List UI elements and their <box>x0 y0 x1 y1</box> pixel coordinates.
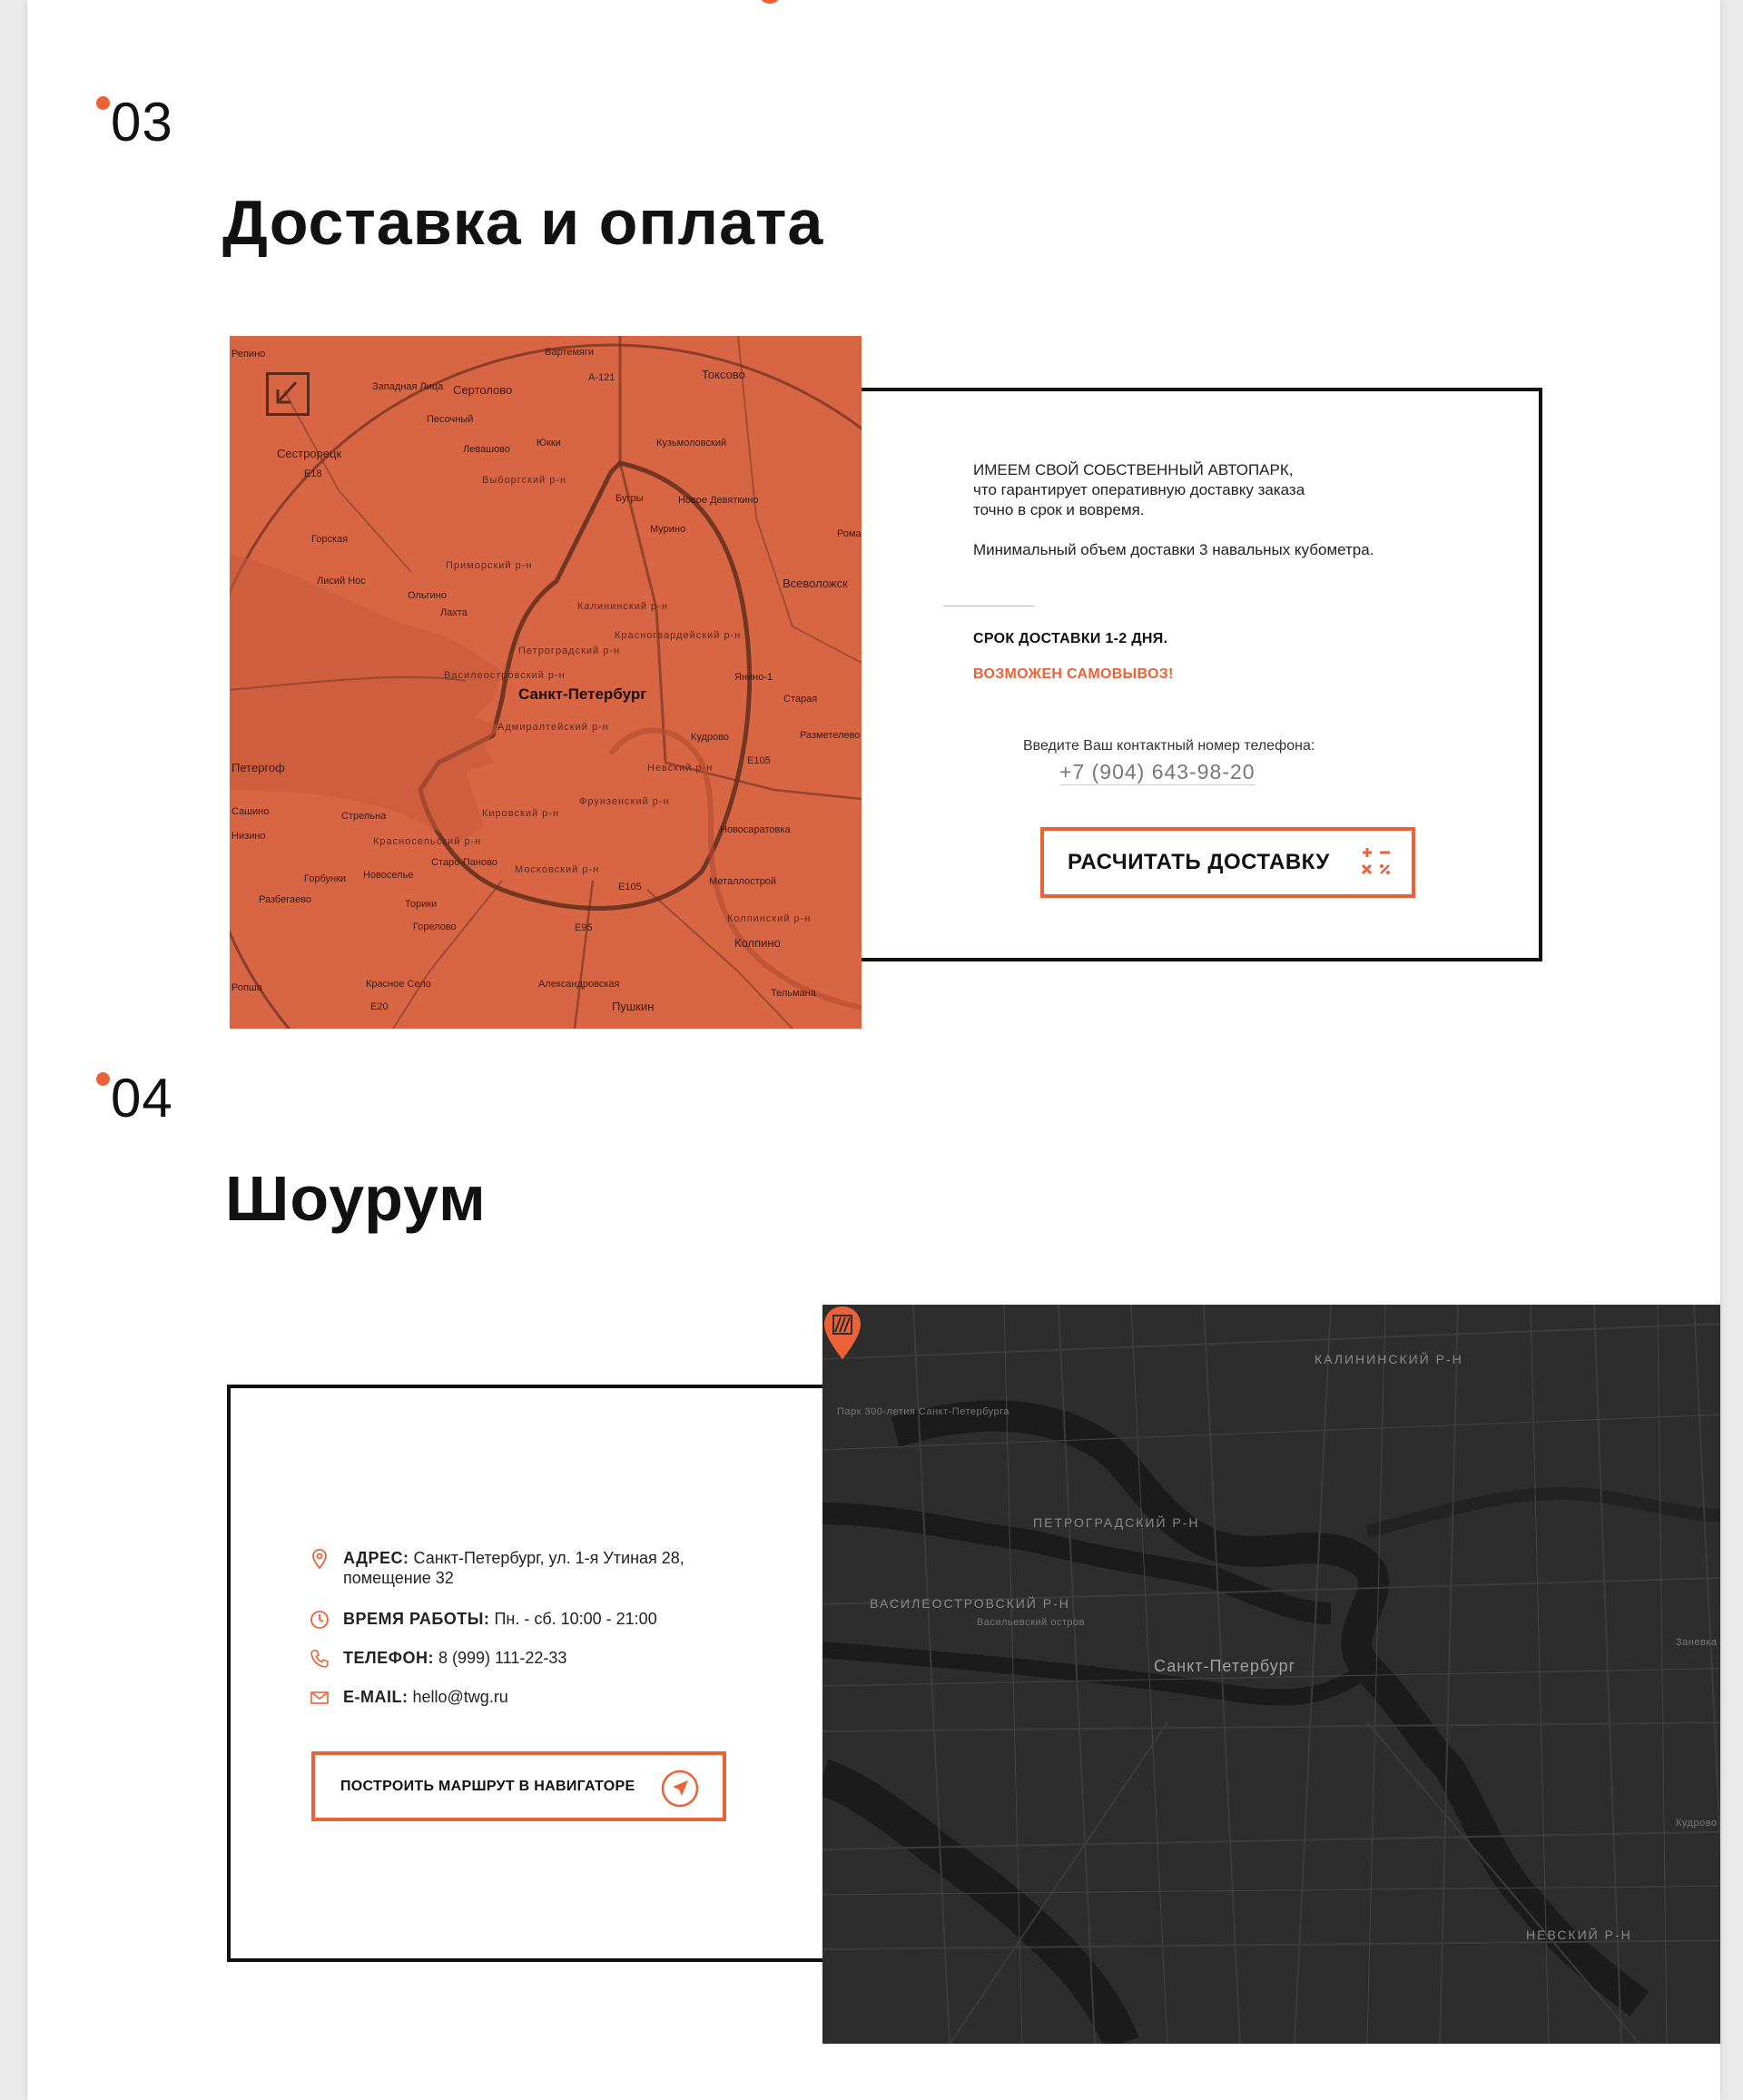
map-label: Левашово <box>463 444 510 455</box>
map-label: Адмиралтейский р-н <box>497 722 609 733</box>
road-label: E18 <box>304 468 322 479</box>
map-label: Петроградский р-н <box>518 646 621 656</box>
map-label: Разметелево <box>800 730 861 741</box>
map-label: Кузьмоловский <box>656 438 727 449</box>
circle-icon <box>758 0 782 4</box>
road-label: A-121 <box>588 372 615 383</box>
map-label: Сертолово <box>453 383 513 397</box>
park-label: Парк 300-летия Санкт-Петербурга <box>837 1406 1010 1417</box>
map-label: Металлострой <box>709 876 777 887</box>
build-route-button[interactable] <box>311 1751 726 1821</box>
build-route-label: ПОСТРОИТЬ МАРШРУТ В НАВИГАТОРЕ <box>340 1778 635 1794</box>
map-label: Лахта <box>440 607 468 618</box>
map-label: Колпинский р-н <box>727 913 812 924</box>
phone-value[interactable]: 8 (999) 111-22-33 <box>438 1649 567 1667</box>
map-label: Горбунки <box>304 873 347 884</box>
delivery-time: СРОК ДОСТАВКИ 1-2 ДНЯ. <box>973 631 1168 646</box>
fleet-text: точно в срок и вовремя. <box>973 501 1145 518</box>
road-label: E105 <box>747 755 771 766</box>
phone-label: Введите Ваш контактный номер телефона: <box>1023 738 1315 754</box>
district-label: ПЕТРОГРАДСКИЙ Р-Н <box>1033 1515 1200 1530</box>
map-label: Кудрово <box>1676 1818 1718 1829</box>
map-label: Юкки <box>537 438 561 449</box>
map-label: Горская <box>311 534 349 545</box>
phone-row <box>343 1648 566 1668</box>
delivery-zone-map[interactable] <box>230 336 862 1029</box>
calculate-delivery-button[interactable] <box>1040 827 1415 898</box>
map-label: Тельмана <box>771 988 816 999</box>
address-row <box>343 1548 684 1588</box>
address-value-line2: помещение 32 <box>343 1569 454 1587</box>
map-label: Кудрово <box>691 732 730 743</box>
map-label: Западная Лица <box>372 381 444 392</box>
calculator-icon <box>1358 845 1394 882</box>
map-label: Торики <box>405 899 438 910</box>
map-label: Александровская <box>538 979 620 990</box>
section-title: Шоурум <box>225 1163 487 1234</box>
expand-map-icon[interactable] <box>266 372 310 416</box>
section-bullet <box>96 1072 110 1086</box>
email-value[interactable]: hello@twg.ru <box>412 1688 508 1706</box>
map-pin-icon[interactable] <box>822 1305 862 1361</box>
map-label: Ропша <box>231 982 262 993</box>
map-label: Бугры <box>615 493 644 504</box>
mail-icon <box>309 1687 330 1709</box>
address-key: АДРЕС: <box>343 1549 409 1567</box>
map-label: Калининский р-н <box>577 601 668 612</box>
fleet-heading: ИМЕЕМ СВОЙ СОБСТВЕННЫЙ АВТОПАРК, <box>973 461 1294 478</box>
map-label: Приморский р-н <box>446 560 533 571</box>
calculate-delivery-label: РАСЧИТАТЬ ДОСТАВКУ <box>1068 850 1330 874</box>
map-label: Красное Село <box>366 979 431 990</box>
map-label: Низино <box>231 831 266 842</box>
road-label: E95 <box>575 922 593 933</box>
map-label: Новосаратовка <box>720 824 791 835</box>
map-label: Сашино <box>231 806 270 817</box>
map-label: Московский р-н <box>515 864 600 875</box>
map-label: Вартемяги <box>545 347 595 358</box>
clock-icon <box>309 1609 330 1631</box>
phone-icon <box>309 1648 330 1670</box>
previous-section-stub <box>731 0 1003 5</box>
page <box>27 0 1720 2100</box>
min-volume-text: Минимальный объем доставки 3 навальных кубометра. <box>973 541 1374 558</box>
map-label: Новоселье <box>363 870 414 881</box>
map-label: Санкт-Петербург <box>518 685 647 703</box>
showroom-info-card <box>227 1385 844 1962</box>
map-label: Репино <box>231 349 266 360</box>
location-pin-icon <box>309 1548 330 1570</box>
email-row <box>343 1687 508 1707</box>
navigation-arrow-icon <box>660 1769 700 1809</box>
map-label: Разбегаево <box>259 894 312 905</box>
map-label: Горелово <box>413 922 457 932</box>
hours-key: ВРЕМЯ РАБОТЫ: <box>343 1610 490 1628</box>
map-label: Заневка <box>1676 1637 1718 1648</box>
map-label: Кировский р-н <box>482 808 560 819</box>
phone-key: ТЕЛЕФОН: <box>343 1649 434 1667</box>
section-number: 04 <box>111 1067 173 1129</box>
map-label: Фрунзенский р-н <box>579 796 670 807</box>
map-label: Петергоф <box>231 761 285 774</box>
district-label: ВАСИЛЕОСТРОВСКИЙ Р-Н <box>870 1596 1070 1611</box>
district-label: КАЛИНИНСКИЙ Р-Н <box>1315 1352 1463 1366</box>
map-label: Рома <box>837 528 862 539</box>
map-label: Колпино <box>734 936 781 950</box>
map-label: Сестрорецк <box>277 447 342 460</box>
section-bullet <box>96 96 110 110</box>
showroom-map[interactable] <box>822 1305 1720 2044</box>
map-label: Старо-Паново <box>431 857 497 868</box>
map-label: Токсово <box>702 368 745 381</box>
map-label: Лисий Нос <box>317 576 366 587</box>
map-label: Песочный <box>427 414 474 425</box>
district-label: НЕВСКИЙ Р-Н <box>1526 1927 1632 1942</box>
map-label: Мурино <box>650 524 686 535</box>
city-label: Санкт-Петербург <box>1154 1657 1296 1675</box>
pickup-note: ВОЗМОЖЕН САМОВЫВОЗ! <box>973 666 1174 682</box>
map-label: Красносельский р-н <box>373 836 482 847</box>
email-key: E-MAIL: <box>343 1688 409 1706</box>
hours-value: Пн. - сб. 10:00 - 21:00 <box>494 1610 657 1628</box>
map-label: Новое Девяткино <box>678 495 759 506</box>
section-number: 03 <box>111 91 173 153</box>
address-value: Санкт-Петербург, ул. 1-я Утиная 28, <box>413 1549 684 1567</box>
map-label: Выборгский р-н <box>482 475 567 486</box>
map-label: Янино-1 <box>734 672 773 683</box>
delivery-info-card <box>862 388 1542 961</box>
fleet-text: что гарантирует оперативную доставку заказа <box>973 481 1305 498</box>
map-label: Василеостровский р-н <box>444 670 566 681</box>
map-label: Стрельна <box>341 811 387 822</box>
map-label: Невский р-н <box>647 763 714 774</box>
section-title: Доставка и оплата <box>222 187 824 258</box>
map-label: Ольгино <box>408 590 447 601</box>
map-label: Пушкин <box>612 1000 655 1013</box>
road-label: E105 <box>618 882 642 892</box>
hours-row <box>343 1609 657 1629</box>
map-label: Красногвардейский р-н <box>615 630 742 641</box>
map-label: Всеволожск <box>783 577 848 590</box>
island-label: Васильевский остров <box>977 1617 1085 1628</box>
map-label: Старая <box>783 694 818 705</box>
phone-input[interactable]: +7 (904) 643-98-20 <box>1059 760 1256 784</box>
road-label: E20 <box>370 1001 389 1012</box>
